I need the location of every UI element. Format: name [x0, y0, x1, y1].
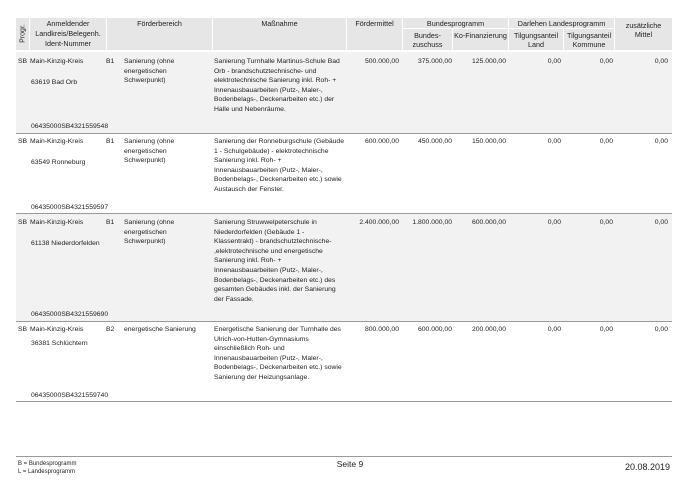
row-ort: 61138 Niederdorfelden: [31, 240, 100, 247]
row-bund: 600.000,00: [417, 326, 452, 333]
row-bereich: Sanierung (ohne energetischen Schwerpunkt): [124, 58, 175, 85]
header-tilgung-kommune-2: Kommune: [572, 40, 606, 49]
row-massnahme: Sanierung Turnhalle Martinus-Schule Bad Orb - brandschutztechnische- und elektrotechnische Sanierung inkl. Roh- + Innenausbauarbeiten (Putz-, Maler-, Bodenbelags-, Deckenarbeiten etc.) der Halle und Nebenräume.: [214, 58, 340, 113]
footer-legend-l: L = Landesprogramm: [18, 469, 75, 475]
header-anmeldender: Anmeldender: [46, 19, 90, 28]
row-code: B1: [106, 138, 115, 145]
row-ort: 36381 Schlüchtern: [31, 340, 88, 347]
row-kreis: Main-Kinzig-Kreis: [30, 219, 84, 226]
row-tilg-kommune: 0,00: [599, 219, 613, 226]
row-tilg-land: 0,00: [547, 58, 561, 65]
row-zusaetzlich: 0,00: [654, 58, 668, 65]
header-zusaetzliche-2: Mittel: [634, 30, 653, 39]
row-kofi: 600.000,00: [471, 219, 506, 226]
row-tilg-kommune: 0,00: [599, 326, 613, 333]
row-ort: 63619 Bad Orb: [31, 79, 78, 86]
row-zusaetzlich: 0,00: [654, 138, 668, 145]
row-bereich: energetische Sanierung: [124, 326, 196, 333]
row-ident: 06435000SB4321559690: [31, 311, 109, 318]
row-kofi: 200.000,00: [471, 326, 506, 333]
row-foerdermittel: 800.000,00: [364, 326, 399, 333]
row-code: B1: [106, 219, 115, 226]
row-zusaetzlich: 0,00: [654, 326, 668, 333]
header-tilgung-kommune-1: Tilgungsanteil: [566, 31, 612, 40]
row-kofi: 150.000,00: [471, 138, 506, 145]
row-prog: SB: [18, 138, 28, 145]
row-bund: 450.000,00: [417, 138, 452, 145]
header-darlehen: Darlehen Landesprogramm: [517, 19, 606, 28]
row-zusaetzlich: 0,00: [654, 219, 668, 226]
header-foerdermittel: Fördermittel: [355, 19, 394, 28]
row-code: B1: [106, 58, 115, 65]
row-foerdermittel: 500.000,00: [364, 58, 399, 65]
row-code: B2: [106, 326, 115, 333]
header-ident: Ident-Nummer: [45, 39, 91, 48]
row-tilg-kommune: 0,00: [599, 58, 613, 65]
row-divider: [16, 133, 672, 134]
header-tilgung-land-1: Tilgungsanteil: [513, 31, 559, 40]
row-massnahme: Energetische Sanierung der Turnhalle des Ulrich-von-Hutten-Gymnasiums einschließlich Roh- und Innenausbauarbeiten (Putz-, Maler-, Bodenbelags-, Deckenarbeiten etc.) sowie Sanierung der Heizungsanlage.: [214, 326, 342, 381]
row-bund: 1.800.000,00: [412, 219, 452, 226]
row-tilg-land: 0,00: [547, 219, 561, 226]
header-massnahme: Maßnahme: [261, 19, 298, 28]
header-kofinanzierung: Ko-Finanzierung: [454, 31, 507, 40]
row-tilg-land: 0,00: [547, 326, 561, 333]
header-bundeszuschuss-2: zuschuss: [412, 40, 443, 49]
row-prog: SB: [18, 219, 28, 226]
row-foerdermittel: 600.000,00: [364, 138, 399, 145]
row-bund: 375.000,00: [417, 58, 452, 65]
row-bereich: Sanierung (ohne energetischen Schwerpunkt): [124, 219, 175, 246]
footer-date: 20.08.2019: [624, 462, 670, 472]
header-bundeszuschuss-1: Bundes-: [414, 31, 441, 40]
row-divider: [16, 321, 672, 322]
header-foerderbereich: Förderbereich: [137, 19, 182, 28]
header-landkreis: Landkreis/Belegenh.: [35, 29, 101, 38]
row-tilg-land: 0,00: [547, 138, 561, 145]
row-kreis: Main-Kinzig-Kreis: [30, 138, 84, 145]
row-kreis: Main-Kinzig-Kreis: [30, 58, 84, 65]
row-prog: SB: [18, 58, 28, 65]
row-tilg-kommune: 0,00: [599, 138, 613, 145]
page-number: Seite 9: [336, 459, 364, 469]
header-tilgung-land-2: Land: [528, 40, 544, 49]
row-bereich: Sanierung (ohne energetischen Schwerpunkt): [124, 138, 175, 165]
row-massnahme: Sanierung Struwwelpeterschule in Niederdorfelden (Gebäude 1 - Klassentrakt) - brandschutztechnische- ,elektrotechnische und energetische Sanierung inkl. Roh- + Innenausbauarbeiten (Putz-, Maler-, Bodenbelags-, Deckenarbeiten etc.) des gesamten Gebäudes inkl. der Sanierung der Fassade.: [214, 219, 336, 303]
footer-legend-b: B = Bundesprogramm: [18, 461, 77, 467]
row-ident: 06435000SB4321559548: [31, 123, 109, 130]
row-divider: [16, 401, 672, 402]
footer-rule: [16, 456, 672, 457]
row-ort: 63549 Ronneburg: [31, 159, 86, 166]
row-prog: SB: [18, 326, 28, 333]
row-ident: 06435000SB4321559597: [31, 204, 109, 211]
row-massnahme: Sanierung der Ronneburgschule (Gebäude 1 - Schulgebäude) - elektrotechnische Sanierung inkl. Roh- + Innenausbauarbeiten (Putz-, Maler-, Bodenbelags-, Deckenarbeiten etc.) sowie Austausch der Fenster.: [214, 138, 344, 193]
header-prog: Progr.: [19, 24, 27, 43]
row-kofi: 125.000,00: [471, 58, 506, 65]
header-bundesprogramm: Bundesprogramm: [426, 19, 485, 28]
row-kreis: Main-Kinzig-Kreis: [30, 326, 84, 333]
row-foerdermittel: 2.400.000,00: [359, 219, 399, 226]
row-ident: 06435000SB4321559740: [31, 392, 109, 399]
header-zusaetzliche-1: zusätzliche: [625, 21, 662, 30]
